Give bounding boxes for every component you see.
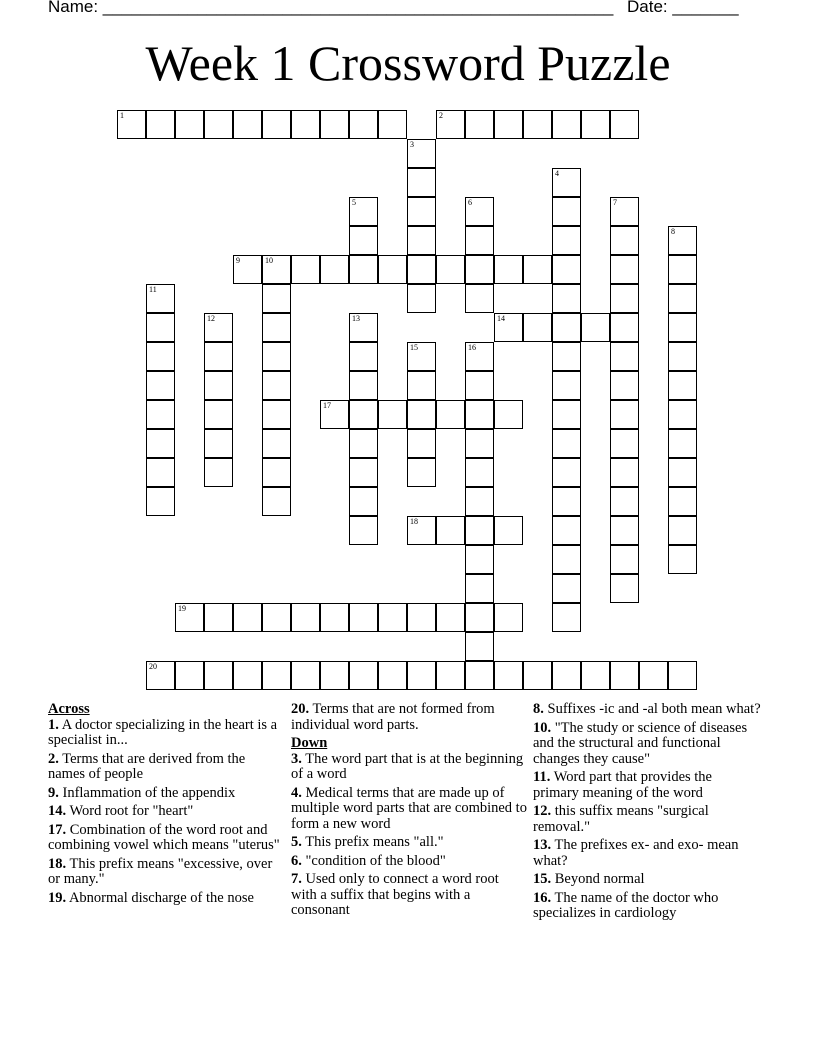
grid-cell[interactable] (291, 255, 320, 284)
grid-cell[interactable] (436, 603, 465, 632)
clue-text: Terms that are derived from the names of people (48, 750, 246, 782)
grid-cell[interactable] (465, 400, 494, 429)
grid-cell[interactable] (668, 255, 697, 284)
grid-cell[interactable] (465, 429, 494, 458)
grid-cell[interactable] (465, 458, 494, 487)
clue-item (291, 786, 527, 833)
grid-cell[interactable] (349, 400, 378, 429)
grid-cell[interactable] (552, 342, 581, 371)
clue-number: 1 (120, 111, 124, 120)
grid-cell[interactable] (349, 226, 378, 255)
clue-number-label: 7. (291, 871, 302, 887)
clue-text: Combination of the word root and combining vowel which means "uterus" (48, 821, 280, 853)
grid-cell[interactable] (378, 255, 407, 284)
grid-cell[interactable] (262, 458, 291, 487)
clue-text: Word part that provides the primary meaning of the word (533, 769, 712, 801)
grid-cell[interactable] (378, 661, 407, 690)
grid-cell[interactable] (668, 545, 697, 574)
grid-cell[interactable] (146, 429, 175, 458)
grid-cell[interactable] (465, 661, 494, 690)
clue-number: 15 (410, 343, 418, 352)
clues-column-2 (291, 702, 527, 922)
clue-number-label: 19. (48, 889, 67, 906)
grid-cell[interactable] (349, 255, 378, 284)
clue-text: Word root for "heart" (66, 803, 194, 819)
grid-cell[interactable] (610, 487, 639, 516)
clue-item (533, 838, 761, 869)
clue-item (533, 721, 761, 768)
grid-cell[interactable] (610, 255, 639, 284)
grid-cell[interactable] (146, 400, 175, 429)
grid-cell[interactable] (378, 400, 407, 429)
clue-number: 14 (497, 314, 505, 323)
grid-cell[interactable] (349, 603, 378, 632)
clue-text: Abnormal discharge of the nose (66, 889, 254, 906)
clue-number: 11 (149, 285, 157, 294)
grid-cell[interactable] (523, 313, 552, 342)
grid-cell[interactable] (407, 139, 436, 168)
grid-cell[interactable] (407, 197, 436, 226)
grid-cell[interactable] (262, 342, 291, 371)
grid-cell[interactable] (117, 110, 146, 139)
grid-cell[interactable] (262, 661, 291, 690)
grid-cell[interactable] (668, 661, 697, 690)
grid-cell[interactable] (494, 661, 523, 690)
grid-cell[interactable] (146, 284, 175, 313)
grid-cell[interactable] (668, 429, 697, 458)
grid-cell[interactable] (581, 661, 610, 690)
grid-cell[interactable] (552, 313, 581, 342)
grid-cell[interactable] (465, 110, 494, 139)
clue-item (48, 891, 284, 907)
grid-cell[interactable] (146, 313, 175, 342)
clues-column-1 (48, 702, 284, 909)
grid-cell[interactable] (552, 487, 581, 516)
grid-cell[interactable] (465, 516, 494, 545)
clue-text: The prefixes ex- and exo- mean what? (533, 837, 739, 869)
clue-item (48, 857, 284, 888)
grid-cell[interactable] (523, 661, 552, 690)
clue-item (48, 786, 284, 802)
grid-cell[interactable] (610, 516, 639, 545)
clue-number: 13 (352, 314, 360, 323)
grid-cell[interactable] (552, 371, 581, 400)
down-clue-list (291, 752, 527, 919)
grid-cell[interactable] (349, 342, 378, 371)
grid-cell[interactable] (349, 458, 378, 487)
grid-cell[interactable] (262, 603, 291, 632)
grid-cell[interactable] (204, 603, 233, 632)
clue-number: 17 (323, 401, 331, 410)
clue-text: Suffixes -ic and -al both mean what? (543, 701, 761, 717)
grid-cell[interactable] (610, 574, 639, 603)
grid-cell[interactable] (233, 603, 262, 632)
grid-cell[interactable] (146, 487, 175, 516)
grid-cell[interactable] (610, 400, 639, 429)
clue-number: 20 (149, 662, 157, 671)
grid-cell[interactable] (610, 110, 639, 139)
clue-text: This prefix means "excessive, over or many." (48, 855, 273, 887)
clue-number: 19 (178, 604, 186, 613)
grid-cell[interactable] (204, 661, 233, 690)
grid-cell[interactable] (407, 661, 436, 690)
grid-cell[interactable] (146, 661, 175, 690)
grid-cell[interactable] (262, 400, 291, 429)
grid-cell[interactable] (552, 661, 581, 690)
grid-cell[interactable] (494, 255, 523, 284)
clue-item (533, 872, 761, 888)
name-field-label: Name: ______________________________________________________ (48, 0, 614, 16)
clue-item (291, 835, 527, 851)
clue-number: 12 (207, 314, 215, 323)
grid-cell[interactable] (349, 313, 378, 342)
grid-cell[interactable] (668, 284, 697, 313)
grid-cell[interactable] (465, 545, 494, 574)
grid-cell[interactable] (407, 342, 436, 371)
grid-cell[interactable] (668, 516, 697, 545)
clue-text: The name of the doctor who specializes in cardiology (533, 889, 719, 921)
grid-cell[interactable] (175, 603, 204, 632)
clue-item (291, 872, 527, 919)
grid-cell[interactable] (552, 168, 581, 197)
grid-cell[interactable] (204, 110, 233, 139)
grid-cell[interactable] (146, 342, 175, 371)
grid-cell[interactable] (552, 516, 581, 545)
grid-cell[interactable] (465, 255, 494, 284)
clue-text: this suffix means "surgical removal." (533, 803, 709, 835)
clue-item (48, 718, 284, 749)
grid-cell[interactable] (610, 458, 639, 487)
grid-cell[interactable] (349, 110, 378, 139)
grid-cell[interactable] (320, 661, 349, 690)
clue-item (48, 823, 284, 854)
grid-cell[interactable] (581, 313, 610, 342)
clue-number-label: 10. (533, 719, 552, 736)
grid-cell[interactable] (291, 110, 320, 139)
clue-text: Beyond normal (551, 871, 645, 887)
clue-text: This prefix means "all." (301, 834, 444, 850)
grid-cell[interactable] (465, 632, 494, 661)
grid-cell[interactable] (204, 342, 233, 371)
clue-number: 18 (410, 517, 418, 526)
clue-item (48, 752, 284, 783)
clue-text: "The study or science of diseases and the structural and functional changes they cause" (533, 719, 748, 767)
grid-cell[interactable] (610, 226, 639, 255)
grid-cell[interactable] (552, 110, 581, 139)
grid-cell[interactable] (436, 110, 465, 139)
page-title: Week 1 Crossword Puzzle (145, 35, 671, 91)
grid-cell[interactable] (436, 516, 465, 545)
grid-cell[interactable] (407, 255, 436, 284)
clue-text: Terms that are not formed from individual word parts. (291, 701, 495, 733)
grid-cell[interactable] (146, 110, 175, 139)
grid-cell[interactable] (465, 574, 494, 603)
across-heading: Across (48, 701, 90, 717)
grid-cell[interactable] (407, 371, 436, 400)
grid-cell[interactable] (610, 371, 639, 400)
grid-cell[interactable] (668, 342, 697, 371)
grid-cell[interactable] (465, 603, 494, 632)
grid-cell[interactable] (204, 429, 233, 458)
clue-text: Inflammation of the appendix (58, 784, 236, 801)
grid-cell[interactable] (494, 110, 523, 139)
grid-cell[interactable] (349, 371, 378, 400)
grid-cell[interactable] (668, 400, 697, 429)
grid-cell[interactable] (146, 371, 175, 400)
grid-cell[interactable] (262, 429, 291, 458)
clues-column-3 (533, 702, 761, 925)
grid-cell[interactable] (668, 458, 697, 487)
clue-number-label: 15. (533, 871, 552, 887)
clue-number-label: 16. (533, 889, 552, 906)
grid-cell[interactable] (436, 661, 465, 690)
grid-cell[interactable] (407, 400, 436, 429)
grid-cell[interactable] (465, 371, 494, 400)
grid-cell[interactable] (523, 255, 552, 284)
clue-number-label: 3. (291, 750, 302, 767)
grid-cell[interactable] (407, 284, 436, 313)
grid-cell[interactable] (610, 284, 639, 313)
grid-cell[interactable] (523, 110, 552, 139)
grid-cell[interactable] (175, 661, 204, 690)
clue-number: 9 (236, 256, 240, 265)
clue-number-label: 11. (533, 769, 551, 785)
grid-cell[interactable] (552, 545, 581, 574)
grid-cell[interactable] (407, 429, 436, 458)
clue-number-label: 6. (291, 852, 302, 869)
clue-number: 16 (468, 343, 476, 352)
clue-number-label: 5. (291, 834, 302, 850)
clue-number-label: 13. (533, 837, 552, 853)
grid-cell[interactable] (262, 487, 291, 516)
grid-cell[interactable] (552, 458, 581, 487)
clue-number-label: 14. (48, 803, 67, 819)
clue-number-label: 8. (533, 701, 544, 717)
grid-cell[interactable] (552, 603, 581, 632)
grid-cell[interactable] (668, 371, 697, 400)
grid-cell[interactable] (378, 603, 407, 632)
clue-text: The word part that is at the beginning of a word (291, 750, 524, 782)
across-clue-list-continued (291, 702, 527, 733)
date-field-label: Date: _______ (627, 0, 739, 16)
grid-cell[interactable] (320, 255, 349, 284)
grid-cell[interactable] (262, 284, 291, 313)
grid-cell[interactable] (204, 458, 233, 487)
grid-cell[interactable] (465, 487, 494, 516)
grid-cell[interactable] (204, 400, 233, 429)
clue-text: A doctor specializing in the heart is a specialist in... (48, 716, 278, 748)
grid-cell[interactable] (552, 429, 581, 458)
clue-number-label: 18. (48, 855, 67, 872)
grid-cell[interactable] (233, 110, 262, 139)
clue-number-label: 17. (48, 821, 67, 838)
grid-cell[interactable] (610, 545, 639, 574)
grid-cell[interactable] (465, 197, 494, 226)
grid-cell[interactable] (204, 313, 233, 342)
grid-cell[interactable] (262, 110, 291, 139)
grid-cell[interactable] (552, 284, 581, 313)
grid-cell[interactable] (552, 197, 581, 226)
clue-text: "condition of the blood" (301, 852, 446, 869)
clue-item (291, 854, 527, 870)
clue-number: 7 (613, 198, 617, 207)
grid-cell[interactable] (668, 226, 697, 255)
grid-cell[interactable] (465, 226, 494, 255)
grid-cell[interactable] (233, 255, 262, 284)
grid-cell[interactable] (320, 603, 349, 632)
clue-number: 6 (468, 198, 472, 207)
grid-cell[interactable] (349, 516, 378, 545)
grid-cell[interactable] (552, 400, 581, 429)
grid-cell[interactable] (262, 371, 291, 400)
grid-cell[interactable] (146, 458, 175, 487)
grid-cell[interactable] (552, 255, 581, 284)
clue-number: 8 (671, 227, 675, 236)
grid-cell[interactable] (581, 110, 610, 139)
down-heading: Down (291, 735, 328, 751)
clue-number: 4 (555, 169, 559, 178)
grid-cell[interactable] (639, 661, 668, 690)
grid-cell[interactable] (407, 168, 436, 197)
grid-cell[interactable] (175, 110, 204, 139)
grid-cell[interactable] (552, 574, 581, 603)
grid-cell[interactable] (378, 110, 407, 139)
down-clue-list-continued (533, 702, 761, 922)
grid-cell[interactable] (494, 400, 523, 429)
grid-cell[interactable] (262, 255, 291, 284)
grid-cell[interactable] (552, 226, 581, 255)
clue-text: Medical terms that are made up of multiple word parts that are combined to form a new word (291, 784, 527, 832)
grid-cell[interactable] (465, 284, 494, 313)
grid-cell[interactable] (291, 603, 320, 632)
grid-cell[interactable] (291, 661, 320, 690)
clue-item (48, 804, 284, 820)
grid-cell[interactable] (436, 400, 465, 429)
clue-number: 3 (410, 140, 414, 149)
across-clue-list (48, 718, 284, 907)
clue-item (291, 752, 527, 783)
clue-number: 2 (439, 111, 443, 120)
grid-cell[interactable] (320, 400, 349, 429)
grid-cell[interactable] (262, 313, 291, 342)
clue-item (533, 891, 761, 922)
grid-cell[interactable] (407, 458, 436, 487)
clue-number-label: 4. (291, 784, 302, 801)
grid-cell[interactable] (349, 197, 378, 226)
grid-cell[interactable] (668, 313, 697, 342)
clue-item (533, 770, 761, 801)
grid-cell[interactable] (233, 661, 262, 690)
grid-cell[interactable] (349, 429, 378, 458)
grid-cell[interactable] (610, 313, 639, 342)
grid-cell[interactable] (349, 487, 378, 516)
clue-number-label: 12. (533, 803, 552, 819)
grid-cell[interactable] (204, 371, 233, 400)
clue-number-label: 2. (48, 750, 59, 767)
clue-item (533, 702, 761, 718)
grid-cell[interactable] (407, 516, 436, 545)
grid-cell[interactable] (349, 661, 378, 690)
grid-cell[interactable] (407, 603, 436, 632)
grid-cell[interactable] (610, 342, 639, 371)
clue-number-label: 9. (48, 784, 59, 801)
grid-cell[interactable] (494, 313, 523, 342)
clue-number-label: 20. (291, 701, 310, 717)
clue-number: 10 (265, 256, 273, 265)
clue-text: Used only to connect a word root with a suffix that begins with a consonant (291, 871, 499, 918)
grid-cell[interactable] (610, 661, 639, 690)
clue-item (533, 804, 761, 835)
grid-cell[interactable] (465, 342, 494, 371)
grid-cell[interactable] (668, 487, 697, 516)
grid-cell[interactable] (610, 197, 639, 226)
grid-cell[interactable] (436, 255, 465, 284)
grid-cell[interactable] (494, 603, 523, 632)
grid-cell[interactable] (610, 429, 639, 458)
clue-item (291, 702, 527, 733)
clue-number: 5 (352, 198, 356, 207)
clue-number-label: 1. (48, 716, 59, 733)
grid-cell[interactable] (320, 110, 349, 139)
grid-cell[interactable] (407, 226, 436, 255)
grid-cell[interactable] (494, 516, 523, 545)
